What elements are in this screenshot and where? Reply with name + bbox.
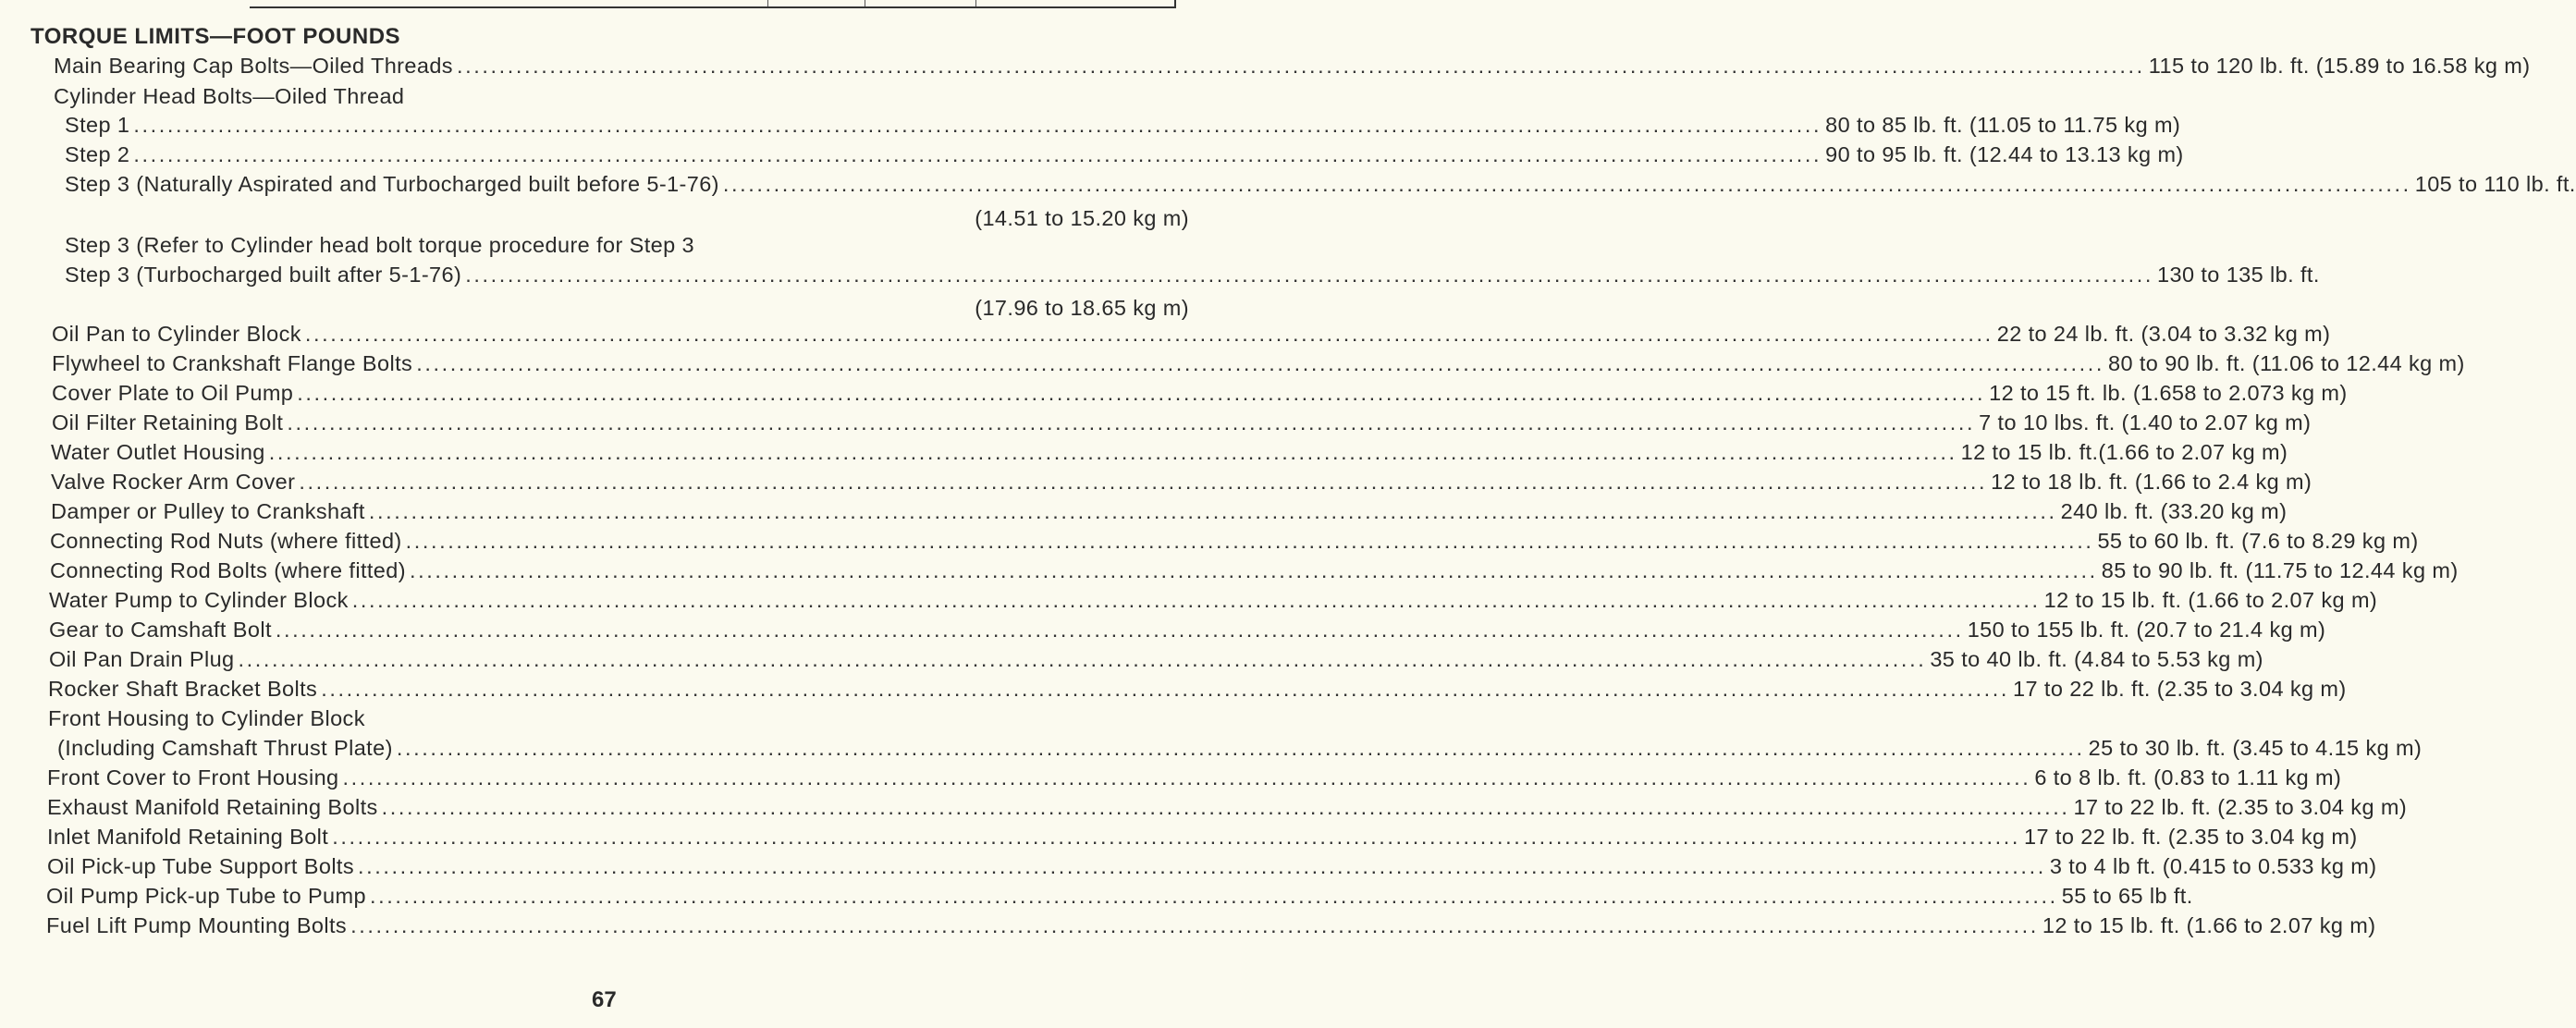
dot-leader: ........................................................................................................................................................................................................	[465, 263, 2154, 287]
torque-row	[47, 854, 2377, 882]
row-label: Inlet Manifold Retaining Bolt	[47, 825, 329, 849]
row-label: (Including Camshaft Thrust Plate)	[57, 736, 393, 760]
row-label: Step 2	[65, 142, 130, 166]
dot-leader: ........................................................................................................................................................................................................	[368, 499, 2057, 523]
row-label: Water Pump to Cylinder Block	[49, 588, 349, 612]
row-label: Oil Pan Drain Plug	[49, 647, 235, 671]
torque-row	[65, 233, 1189, 261]
row-value: 240 lb. ft. (33.20 kg m)	[2060, 499, 2288, 523]
dot-leader: ........................................................................................................................................................................................................	[287, 410, 1976, 434]
dot-leader: ........................................................................................................................................................................................................	[238, 647, 1927, 671]
dot-leader: ........................................................................................................................................................................................................	[299, 470, 1988, 494]
torque-row	[47, 765, 2342, 793]
dot-leader: ........................................................................................................................................................................................................	[722, 172, 2411, 196]
row-value: 55 to 60 lb. ft. (7.6 to 8.29 kg m)	[2097, 529, 2419, 553]
torque-row	[65, 113, 2181, 141]
torque-row	[46, 913, 2376, 941]
torque-row	[48, 677, 2347, 704]
row-value: 80 to 85 lb. ft. (11.05 to 11.75 kg m)	[1825, 113, 2181, 137]
dot-leader: ........................................................................................................................................................................................................	[332, 825, 2021, 849]
page-number: 67	[592, 987, 617, 1012]
dot-leader: ........................................................................................................................................................................................................	[304, 322, 1993, 346]
row-value: 90 to 95 lb. ft. (12.44 to 13.13 kg m)	[1825, 142, 2184, 166]
row-value: 17 to 22 lb. ft. (2.35 to 3.04 kg m)	[2073, 795, 2408, 819]
row-value-continuation: (17.96 to 18.65 kg m)	[975, 296, 1189, 320]
torque-row	[54, 54, 2531, 81]
dot-leader: ........................................................................................................................................................................................................	[275, 618, 1964, 642]
row-value: 12 to 18 lb. ft. (1.66 to 2.4 kg m)	[1991, 470, 2312, 494]
section-heading: TORQUE LIMITS—FOOT POUNDS	[31, 24, 401, 49]
row-value: 130 to 135 lb. ft.	[2157, 263, 2320, 287]
dot-leader: ........................................................................................................................................................................................................	[405, 529, 2094, 553]
torque-row	[54, 84, 1189, 112]
torque-row	[48, 706, 1184, 734]
dot-leader: ........................................................................................................................................................................................................	[456, 54, 2145, 78]
torque-row	[51, 499, 2288, 527]
row-label: Oil Filter Retaining Bolt	[52, 410, 284, 434]
dot-leader: ........................................................................................................................................................................................................	[133, 113, 1822, 137]
row-value: 150 to 155 lb. ft. (20.7 to 21.4 kg m)	[1967, 618, 2326, 642]
row-value: 12 to 15 lb. ft.(1.66 to 2.07 kg m)	[1960, 440, 2288, 464]
torque-row	[50, 529, 2419, 557]
row-label: Cylinder Head Bolts—Oiled Thread	[54, 84, 405, 108]
torque-row	[51, 470, 2312, 497]
torque-row	[65, 172, 2576, 200]
torque-row	[52, 381, 2348, 409]
row-value-continuation: (14.51 to 15.20 kg m)	[975, 206, 1189, 230]
row-value: 25 to 30 lb. ft. (3.45 to 4.15 kg m)	[2088, 736, 2423, 760]
row-value: 55 to 65 lb ft.	[2061, 884, 2193, 908]
torque-row	[52, 322, 2331, 349]
dot-leader: ........................................................................................................................................................................................................	[358, 854, 2046, 878]
row-label: Connecting Rod Nuts (where fitted)	[50, 529, 402, 553]
row-label: Main Bearing Cap Bolts—Oiled Threads	[54, 54, 453, 78]
row-value: 12 to 15 ft. lb. (1.658 to 2.073 kg m)	[1989, 381, 2348, 405]
torque-row	[65, 142, 2184, 170]
torque-row	[46, 884, 2193, 912]
row-value: 17 to 22 lb. ft. (2.35 to 3.04 kg m)	[2013, 677, 2347, 701]
row-value: 22 to 24 lb. ft. (3.04 to 3.32 kg m)	[1996, 322, 2331, 346]
row-label: Connecting Rod Bolts (where fitted)	[50, 558, 406, 582]
dot-leader: ........................................................................................................................................................................................................	[350, 913, 2039, 937]
dot-leader: ........................................................................................................................................................................................................	[321, 677, 2010, 701]
row-label: Step 1	[65, 113, 130, 137]
row-value: 17 to 22 lb. ft. (2.35 to 3.04 kg m)	[2024, 825, 2358, 849]
dot-leader: ........................................................................................................................................................................................................	[369, 884, 2058, 908]
row-label: Water Outlet Housing	[51, 440, 265, 464]
row-label: Fuel Lift Pump Mounting Bolts	[46, 913, 348, 937]
row-label: Oil Pump Pick-up Tube to Pump	[46, 884, 366, 908]
dot-leader: ........................................................................................................................................................................................................	[396, 736, 2085, 760]
row-label: Valve Rocker Arm Cover	[51, 470, 296, 494]
row-label: Front Cover to Front Housing	[47, 765, 339, 789]
torque-row	[49, 618, 2326, 645]
row-value: 35 to 40 lb. ft. (4.84 to 5.53 kg m)	[1930, 647, 2263, 671]
row-label: Cover Plate to Oil Pump	[52, 381, 294, 405]
row-label: Exhaust Manifold Retaining Bolts	[47, 795, 378, 819]
torque-row	[47, 825, 2358, 852]
row-value: 6 to 8 lb. ft. (0.83 to 1.11 kg m)	[2034, 765, 2342, 789]
row-value: 105 to 110 lb. ft.	[2414, 172, 2576, 196]
row-value: 85 to 90 lb. ft. (11.75 to 12.44 kg m)	[2101, 558, 2459, 582]
row-label: Step 3 (Turbocharged built after 5-1-76)	[65, 263, 462, 287]
torque-row	[50, 558, 2459, 586]
dot-leader: ........................................................................................................................................................................................................	[297, 381, 1986, 405]
dot-leader: ........................................................................................................................................................................................................	[416, 351, 2104, 375]
row-value: 12 to 15 lb. ft. (1.66 to 2.07 kg m)	[2043, 588, 2378, 612]
torque-row	[51, 440, 2288, 468]
torque-row	[65, 263, 2320, 290]
row-value: 7 to 10 lbs. ft. (1.40 to 2.07 kg m)	[1979, 410, 2312, 434]
row-label: Rocker Shaft Bracket Bolts	[48, 677, 318, 701]
dot-leader: ........................................................................................................................................................................................................	[381, 795, 2070, 819]
top-table-border	[250, 0, 1176, 8]
row-value: 80 to 90 lb. ft. (11.06 to 12.44 kg m)	[2108, 351, 2465, 375]
torque-row	[52, 410, 2312, 438]
row-value: 115 to 120 lb. ft. (15.89 to 16.58 kg m)	[2148, 54, 2531, 78]
torque-row	[57, 736, 2423, 764]
torque-row	[49, 588, 2378, 616]
row-label: Oil Pan to Cylinder Block	[52, 322, 301, 346]
row-value: 12 to 15 lb. ft. (1.66 to 2.07 kg m)	[2042, 913, 2376, 937]
row-label: Front Housing to Cylinder Block	[48, 706, 365, 730]
row-label: Oil Pick-up Tube Support Bolts	[47, 854, 355, 878]
dot-leader: ........................................................................................................................................................................................................	[351, 588, 2041, 612]
dot-leader: ........................................................................................................................................................................................................	[268, 440, 1957, 464]
row-value: 3 to 4 lb ft. (0.415 to 0.533 kg m)	[2049, 854, 2377, 878]
torque-row	[52, 351, 2465, 379]
table-divider	[975, 0, 976, 6]
torque-row	[47, 795, 2408, 823]
dot-leader: ........................................................................................................................................................................................................	[342, 765, 2031, 789]
row-label: Step 3 (Naturally Aspirated and Turbocharged built before 5-1-76)	[65, 172, 719, 196]
dot-leader: ........................................................................................................................................................................................................	[133, 142, 1822, 166]
row-label: Damper or Pulley to Crankshaft	[51, 499, 365, 523]
row-label: Step 3 (Refer to Cylinder head bolt torque procedure for Step 3	[65, 233, 694, 257]
torque-row	[49, 647, 2263, 675]
row-label: Flywheel to Crankshaft Flange Bolts	[52, 351, 413, 375]
dot-leader: ........................................................................................................................................................................................................	[409, 558, 2098, 582]
table-divider	[767, 0, 768, 6]
row-label: Gear to Camshaft Bolt	[49, 618, 272, 642]
